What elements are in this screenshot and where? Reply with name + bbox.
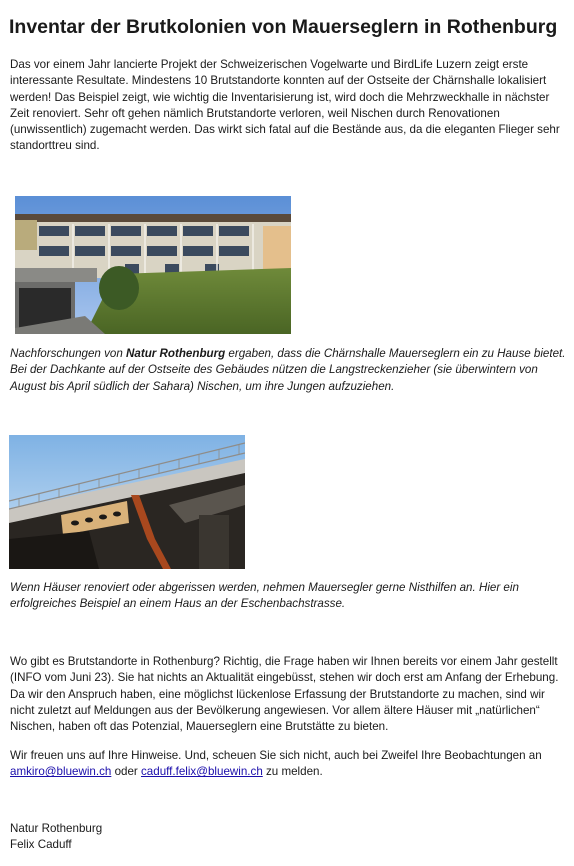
intro-paragraph: Das vor einem Jahr lancierte Projekt der Schweizerischen Vogelwarte und BirdLife Luzern zeigt erste interessante Resultate. Mindestens 10 Brutstandorte konnten auf der Ostseite der Chärnshalle lokalisiert werden! Das Beispiel zeigt, wie wichtig die Inventarisierung ist, wird doch die Mehrzweckhalle in nächster Zeit renoviert. Sehr oft gehen nämlich Brutstandorte verloren, weil Nischen durch Renovationen (unwissentlich) zugemacht werden. Das wirkt sich fatal auf die Bestände aus, da die eleganten Flieger sehr standorttreu sind. <box>10 58 560 153</box>
email-link-caduff[interactable]: caduff.felix@bluewin.ch <box>141 765 263 779</box>
nest-box-photo <box>9 435 245 569</box>
photo1-caption <box>10 346 566 395</box>
survey-paragraph: Wo gibt es Brutstandorte in Rothenburg? Richtig, die Frage haben wir Ihnen bereits vor einem Jahr gestellt (INFO vom Juni 23). Sie hat nichts an Aktualität eingebüsst, stehen wir doch erst am Anfang der Erhebung. Da wir den Anspruch haben, eine möglichst lückenlose Erfassung der Brutstandorte zu machen, sind wir nicht zuletzt auf Meldungen aus der Bevölkerung angewiesen. Vor allem ältere Häuser mit „natürlichen“ Nischen, haben oft das Potenzial, Mauerseglern eine Brutstätte zu bieten. <box>10 655 559 734</box>
article-title: Inventar der Brutkolonien von Mauerseglern in Rothenburg <box>9 16 558 38</box>
contact-paragraph <box>10 748 566 781</box>
contact-after: zu melden. <box>262 765 323 779</box>
email-link-amkiro[interactable]: amkiro@bluewin.ch <box>10 765 112 779</box>
chaernshalle-photo <box>15 196 291 334</box>
contact-before: Wir freuen uns auf Ihre Hinweise. Und, scheuen Sie sich nicht, auch bei Zweifel Ihre Beobachtungen an <box>10 749 542 762</box>
signature-org: Natur Rothenburg <box>10 822 103 835</box>
caption1-bold: Natur Rothenburg <box>126 347 226 360</box>
caption1-before: Nachforschungen von <box>10 347 127 360</box>
signature-name: Felix Caduff <box>10 838 72 851</box>
caption1-after: ergaben, dass die Chärnshalle Mauerseglern ein zu Hause bietet. Bei der Dachkante auf der Ostseite des Gebäudes nützen die Langstreckenzieher (sie überwintern von August bis April südlich der Sahara) Nischen, um ihre Jungen aufzuziehen. <box>10 347 566 393</box>
photo2-caption: Wenn Häuser renoviert oder abgerissen werden, nehmen Mauersegler gerne Nisthilfen an. Hier ein erfolgreiches Beispiel an einem Haus an der Eschenbachstrasse. <box>10 581 519 611</box>
contact-middle: oder <box>111 765 141 779</box>
